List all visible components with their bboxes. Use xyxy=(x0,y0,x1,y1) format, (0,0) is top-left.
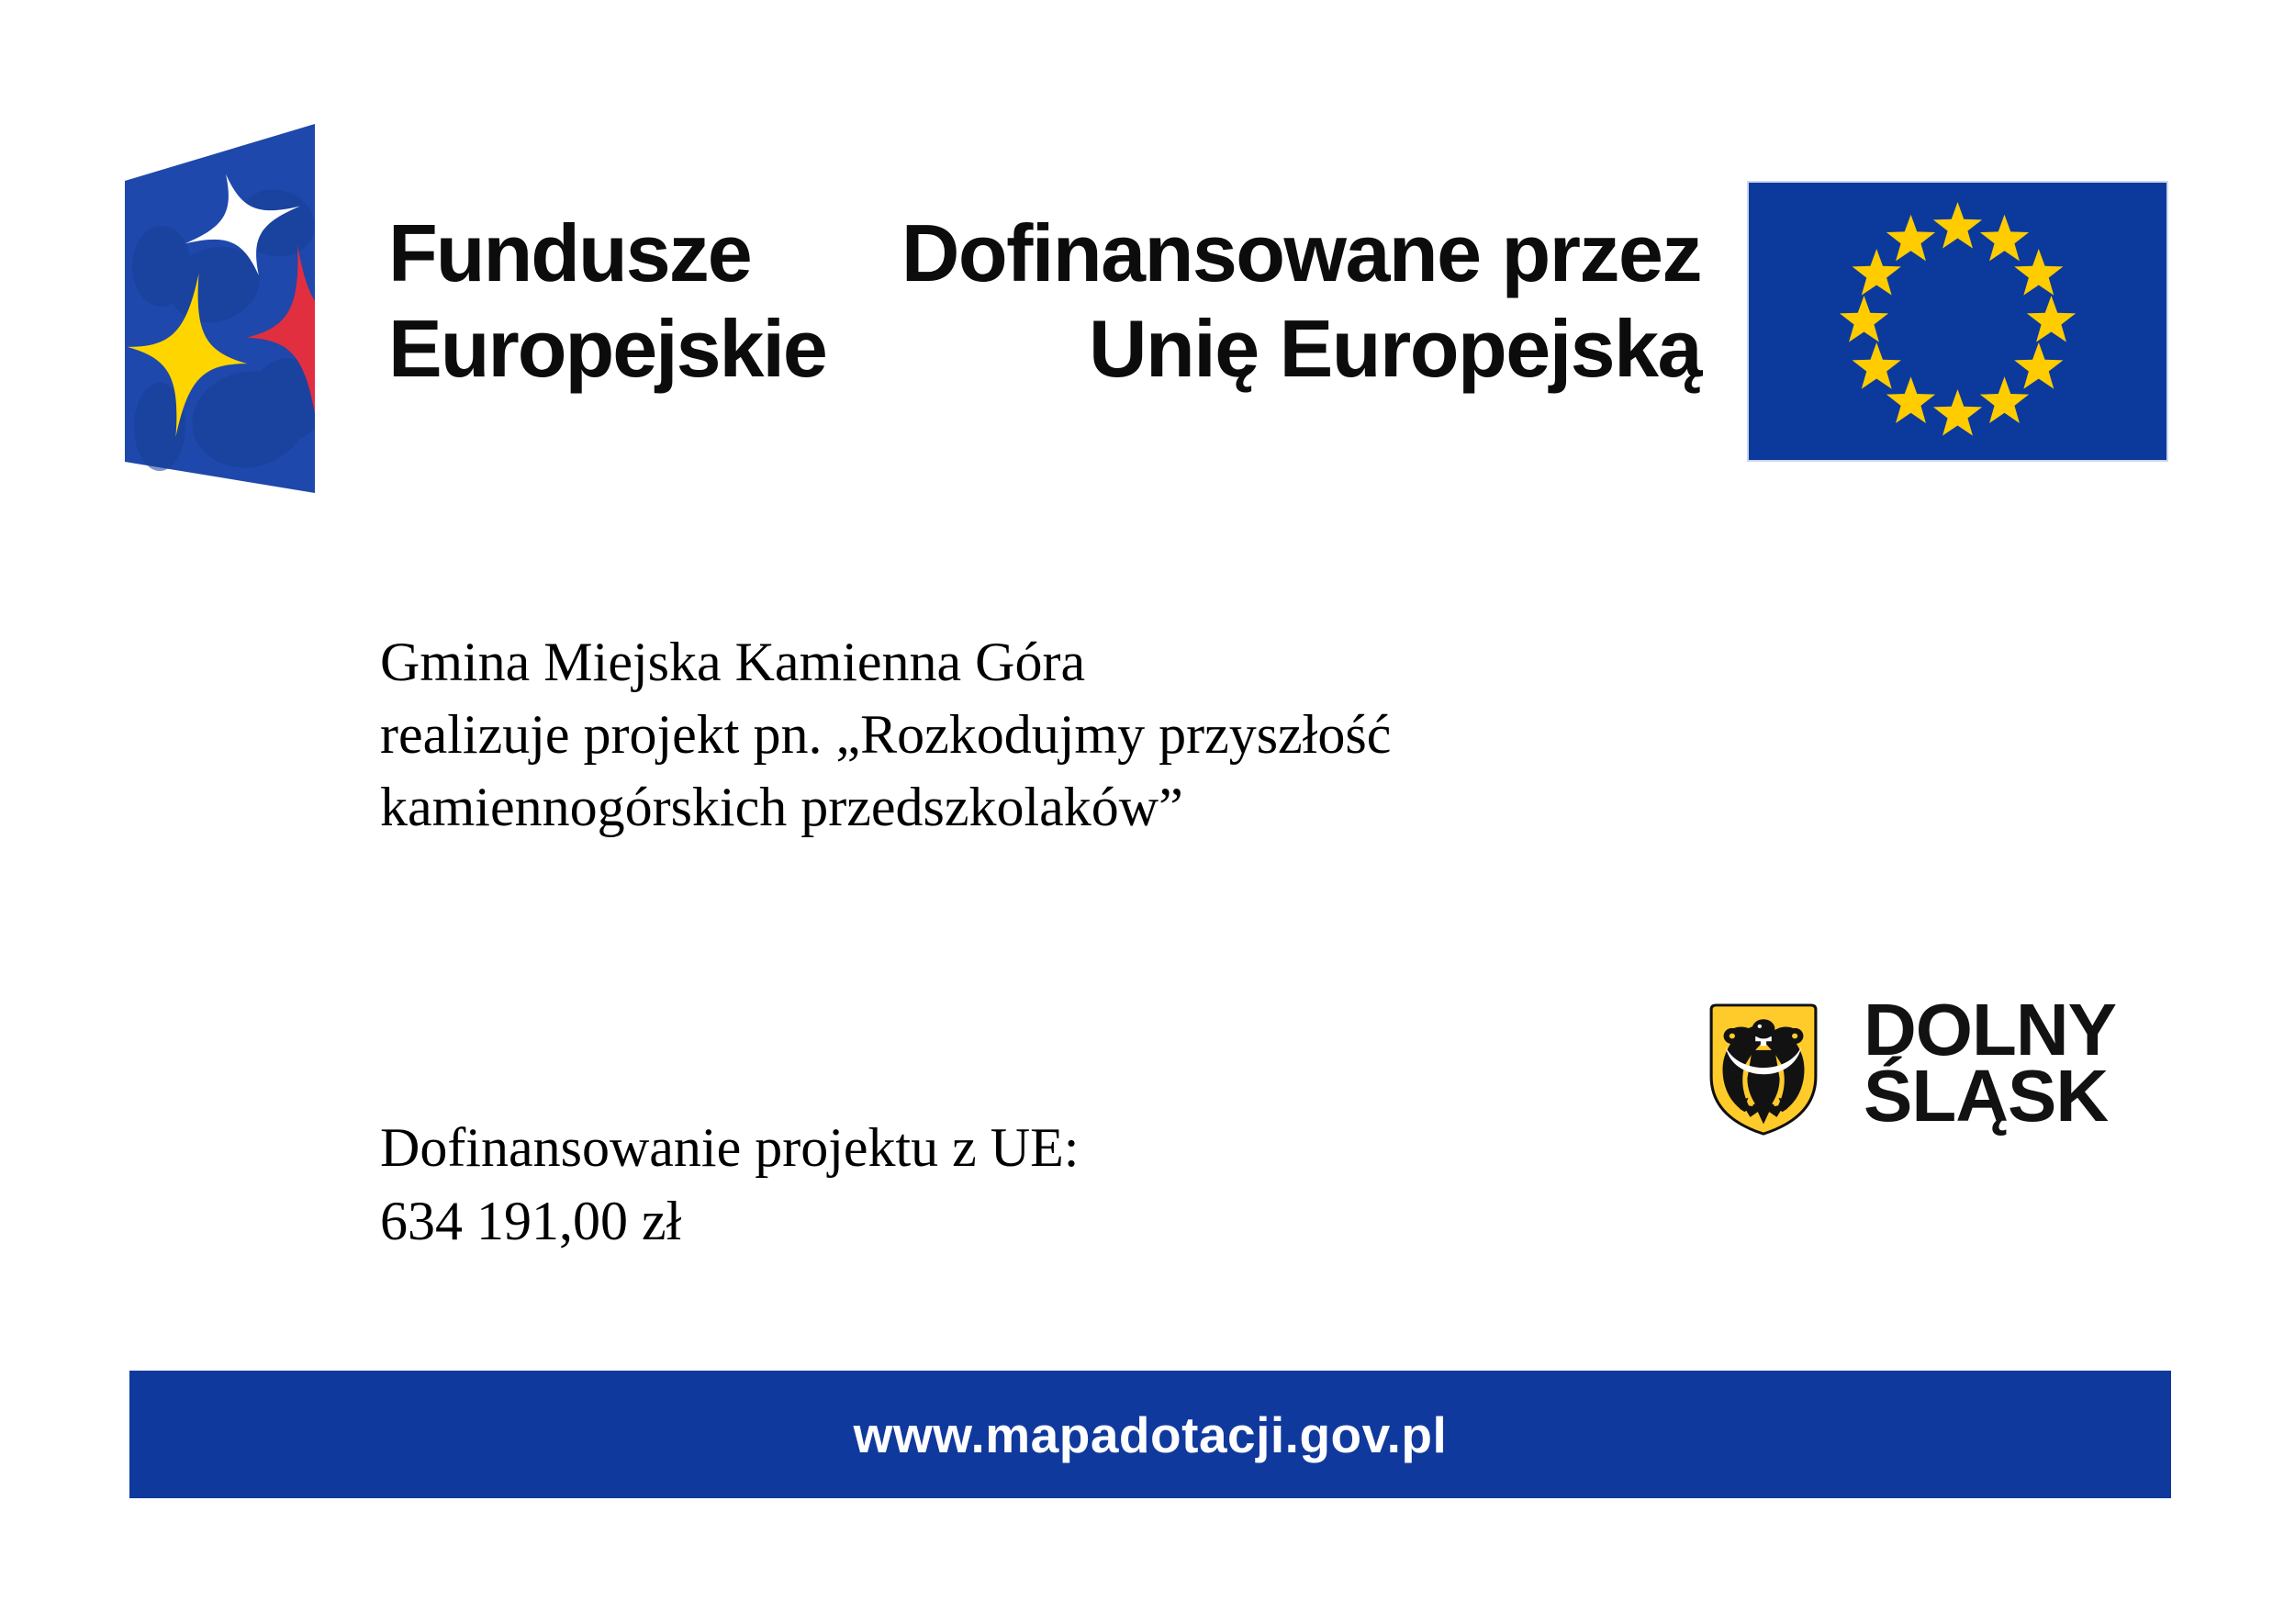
eu-flag-icon xyxy=(1747,181,2168,462)
project-line: realizuje projekt pn. „Rozkodujmy przyszłość xyxy=(380,704,1392,765)
fe-wordmark-line1: Fundusze xyxy=(388,207,751,298)
fundusze-europejskie-flag-icon xyxy=(125,124,315,493)
fundusze-europejskie-wordmark xyxy=(388,206,826,397)
funding-value: 634 191,00 zł xyxy=(380,1191,682,1251)
eagle-eye xyxy=(1758,1025,1763,1028)
footer-bar xyxy=(129,1371,2171,1498)
footer-url: www.mapadotacji.gov.pl xyxy=(853,1406,1448,1463)
fe-wordmark-line2: Europejskie xyxy=(388,303,826,394)
funding-label: Dofinansowanie projektu z UE: xyxy=(380,1117,1080,1178)
curl-hole-right xyxy=(1792,1034,1797,1039)
eu-funding-statement xyxy=(901,206,1701,397)
project-description xyxy=(380,626,1391,844)
dolny-slask-wordmark xyxy=(1864,989,2116,1137)
dolny-slask-shield-icon xyxy=(1708,1002,1819,1137)
project-line: Gmina Miejska Kamienna Góra xyxy=(380,632,1086,692)
project-line: kamiennogórskich przedszkolaków” xyxy=(380,777,1183,837)
eu-statement-line2: Unię Europejską xyxy=(1088,303,1701,394)
funding-amount xyxy=(380,1111,1079,1258)
curl-hole-left xyxy=(1730,1034,1735,1039)
eu-statement-line1: Dofinansowane przez xyxy=(901,207,1701,298)
ds-wordmark-line1: DOLNY xyxy=(1864,989,2116,1070)
ds-wordmark-line2: ŚLĄSK xyxy=(1864,1055,2109,1137)
